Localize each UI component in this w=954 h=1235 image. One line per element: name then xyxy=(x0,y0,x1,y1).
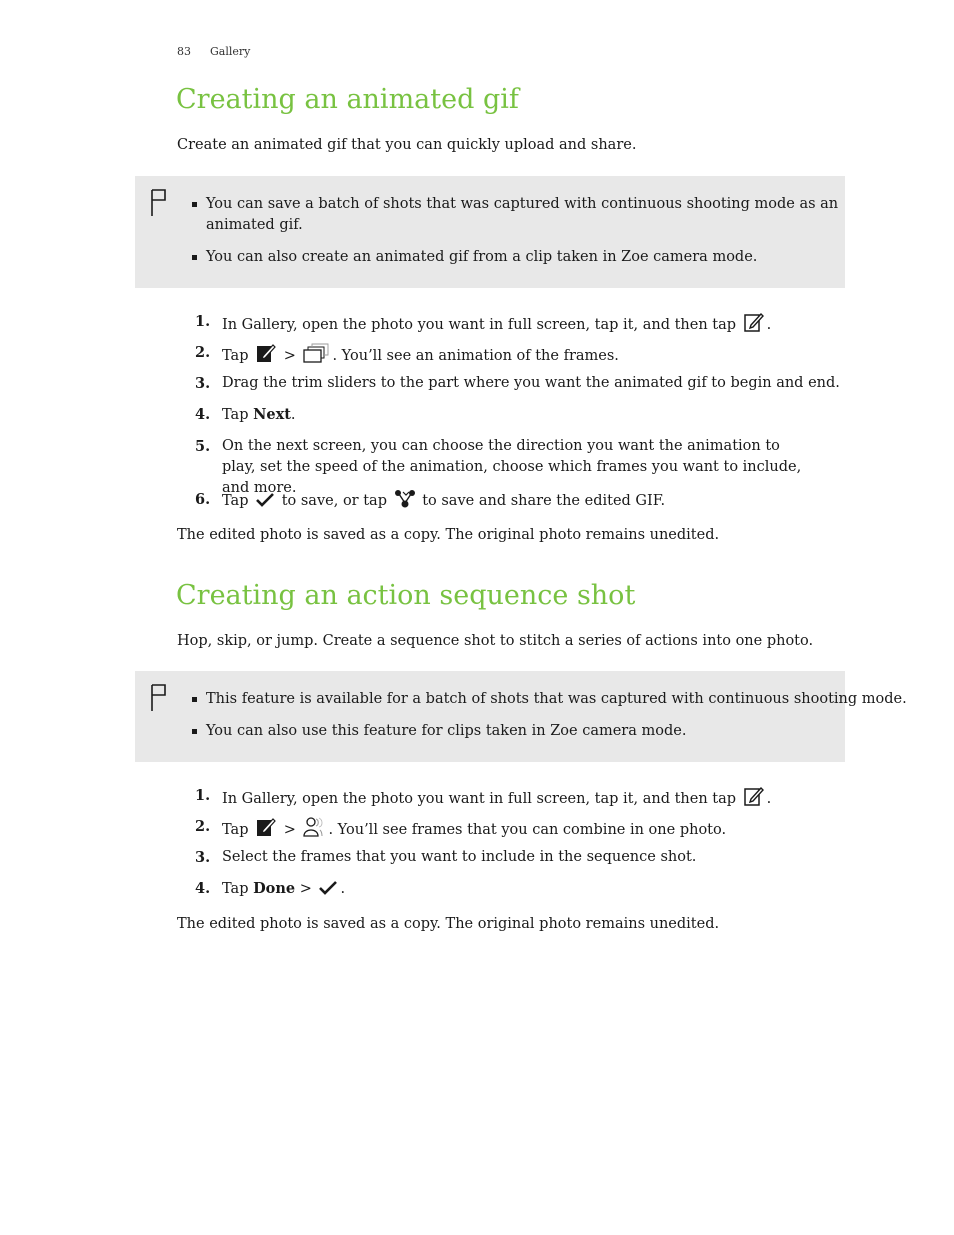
edit-icon xyxy=(743,311,765,333)
bullet-marker xyxy=(192,202,197,207)
checkmark-icon xyxy=(255,491,275,509)
note-box: You can save a batch of shots that was captured with continuous shooting mode as an animated gif. You can also create an animated gif from a clip taken in Zoe camera mode. xyxy=(135,176,845,288)
animated-gif-icon xyxy=(302,342,330,364)
section-intro: Hop, skip, or jump. Create a sequence shot to stitch a series of actions into one photo. xyxy=(177,633,814,649)
edit-icon xyxy=(255,816,277,838)
note-box: This feature is available for a batch of shots that was captured with continuous shooting mode. You can also use this feature for clips taken in Zoe camera mode. xyxy=(135,671,845,762)
edit-icon xyxy=(255,342,277,364)
flag-icon xyxy=(149,188,169,218)
flag-icon xyxy=(149,683,169,713)
section-outro: The edited photo is saved as a copy. The original photo remains unedited. xyxy=(177,916,720,932)
page-number: 83 xyxy=(177,45,191,58)
section-outro: The edited photo is saved as a copy. The original photo remains unedited. xyxy=(177,527,720,543)
section-title-animated-gif: Creating an animated gif xyxy=(176,84,519,115)
running-header: Gallery xyxy=(210,45,251,58)
sequence-shot-icon xyxy=(302,816,326,838)
edit-icon xyxy=(743,785,765,807)
checkmark-icon xyxy=(318,879,338,897)
section-intro: Create an animated gif that you can quickly upload and share. xyxy=(177,137,637,153)
share-icon xyxy=(394,489,416,509)
bullet-marker xyxy=(192,697,197,702)
section-title-action-sequence: Creating an action sequence shot xyxy=(176,580,636,611)
bullet-marker xyxy=(192,729,197,734)
bullet-marker xyxy=(192,255,197,260)
